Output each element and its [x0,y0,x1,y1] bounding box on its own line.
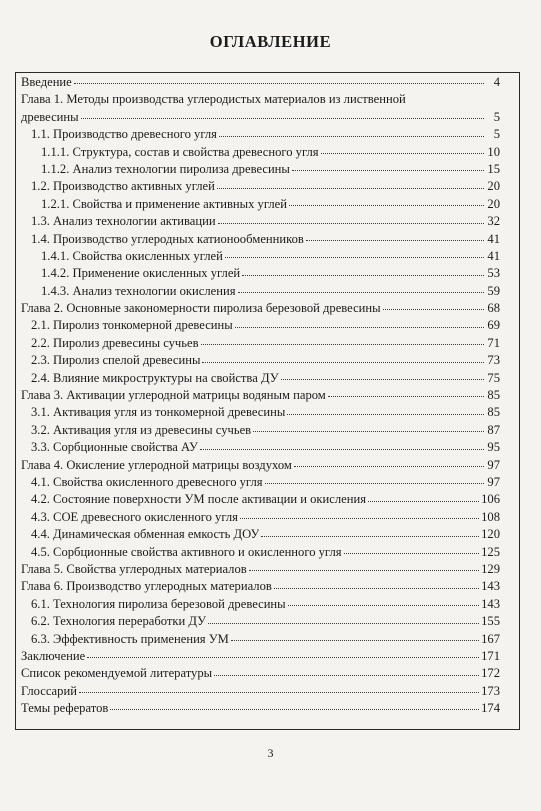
toc-entry [21,648,500,665]
toc-entry-page: 5 [493,109,500,124]
toc-entry-page: 125 [481,544,500,559]
dot-leader [87,657,479,658]
toc-entry-page: 171 [481,648,500,663]
toc-entry [21,178,500,195]
dot-leader [208,623,479,624]
toc-entry-title: 1.2. Производство активных углей [31,179,215,194]
dot-leader [219,136,484,137]
dot-leader [225,257,484,258]
dot-leader [261,536,479,537]
toc-entry-page: 32 [487,214,500,229]
dot-leader [281,379,484,380]
dot-leader [231,640,479,641]
toc-entry [21,544,500,561]
toc-entry-page: 53 [487,266,500,281]
toc-entry-page: 15 [487,161,500,176]
dot-leader [201,344,484,345]
toc-entry-title: 6.1. Технология пиролиза березовой древесины [31,596,286,611]
toc-entry-title: Темы рефератов [21,701,109,716]
dot-leader [321,153,484,154]
toc-entry [21,91,500,108]
dot-leader [344,553,480,554]
toc-entry-title: 2.4. Влияние микроструктуры на свойства ДУ [31,370,279,385]
toc-entry [21,144,500,161]
toc-entry-title: 1.1.2. Анализ технологии пиролиза древесины [41,161,290,176]
toc-entry-title: 1.1. Производство древесного угля [31,127,217,142]
toc-entry [21,404,500,421]
toc-entry [21,213,500,230]
toc-entry-page: 108 [481,509,500,524]
toc-entry-title: 1.4. Производство углеродных катионообменников [31,231,304,246]
toc-entry-page: 106 [481,492,500,507]
toc-entry [21,683,500,700]
dot-leader [240,518,479,519]
toc-entry [21,161,500,178]
dot-leader [294,466,484,467]
toc-entry-page: 87 [487,422,500,437]
toc-entry-page: 59 [487,283,500,298]
dot-leader [306,240,484,241]
dot-leader [368,501,479,502]
toc-entry [21,631,500,648]
toc-entry-title: 1.4.3. Анализ технологии окисления [41,283,236,298]
toc-entry [21,491,500,508]
toc-entry-page: 174 [481,701,500,716]
dot-leader [110,709,479,710]
toc-entry-title: Глоссарий [21,683,77,698]
toc-entry [21,231,500,248]
toc-entry [21,613,500,630]
toc-entry-title: 4.2. Состояние поверхности УМ после активации и окисления [31,492,366,507]
toc-entry-page: 41 [487,231,500,246]
dot-leader [217,188,484,189]
toc-entry-title: 1.4.1. Свойства окисленных углей [41,248,223,263]
toc-entry [21,474,500,491]
toc-entry-page: 5 [493,127,500,142]
toc-entry-title: 2.1. Пиролиз тонкомерной древесины [31,318,233,333]
toc-entry [21,248,500,265]
dot-leader [265,483,484,484]
toc-entry-page: 75 [487,370,500,385]
toc-entry-title: 3.2. Активация угля из древесины сучьев [31,422,252,437]
toc-entry [21,387,500,404]
dot-leader [79,692,479,693]
toc-entry-page: 10 [487,144,500,159]
toc-entry-title: 4.3. СОЕ древесного окисленного угля [31,509,238,524]
toc-entry-title: 1.4.2. Применение окисленных углей [41,266,241,281]
toc-entry-title: 4.5. Сорбционные свойства активного и окисленного угля [31,544,342,559]
toc-entry-title: 3.3. Сорбционные свойства АУ [31,440,198,455]
dot-leader [287,414,484,415]
toc-entry [21,74,500,91]
toc-entry-page: 97 [487,474,500,489]
toc-entry-title: Глава 3. Активации углеродной матрицы водяным паром [21,388,326,403]
toc-entry-page: 73 [487,353,500,368]
dot-leader [202,362,484,363]
toc-entry [21,265,500,282]
toc-entry [21,578,500,595]
toc-entry-page: 95 [487,440,500,455]
dot-leader [274,588,479,589]
toc-entry-page: 85 [487,405,500,420]
dot-leader [74,83,484,84]
dot-leader [383,309,484,310]
toc-entry [21,352,500,369]
toc-entry-title: 2.3. Пиролиз спелой древесины [31,353,201,368]
dot-leader [200,449,484,450]
toc-entry [21,196,500,213]
toc-entry-title: 1.1.1. Структура, состав и свойства древесного угля [41,144,319,159]
toc-entry [21,509,500,526]
toc-entry-page: 167 [481,631,500,646]
toc-entry [21,700,500,717]
page-number: 3 [267,746,274,760]
toc-entry-page: 120 [481,527,500,542]
toc-entry-page: 68 [487,301,500,316]
dot-leader [288,605,479,606]
dot-leader [253,431,484,432]
toc-entry [21,665,500,682]
page-title: ОГЛАВЛЕНИЕ [209,32,332,51]
dot-leader [292,170,484,171]
toc-entry [21,422,500,439]
toc-entry-title: Глава 4. Окисление углеродной матрицы воздухом [21,457,292,472]
toc-entry-page: 71 [487,335,500,350]
toc-entry-title: 2.2. Пиролиз древесины сучьев [31,335,199,350]
toc-entry-title: Заключение [21,648,86,663]
toc-entry [21,370,500,387]
toc-entry-page: 69 [487,318,500,333]
toc-entry [21,109,500,126]
toc-entry-title: Список рекомендуемой литературы [21,666,213,681]
toc-entry [21,126,500,143]
toc-entry-page: 155 [481,614,500,629]
toc-entry [21,526,500,543]
toc-entry-page: 143 [481,579,500,594]
toc-entry [21,596,500,613]
toc-entry-title: 1.3. Анализ технологии активации [31,214,216,229]
toc-entry-page: 129 [481,561,500,576]
toc-entry-page: 143 [481,596,500,611]
dot-leader [242,275,484,276]
toc-entry-page: 172 [481,666,500,681]
toc-entry-title: Глава 6. Производство углеродных материалов [21,579,272,594]
toc-entry-page: 41 [487,248,500,263]
dot-leader [289,205,484,206]
toc-entry-page: 97 [487,457,500,472]
toc-entry-title: 3.1. Активация угля из тонкомерной древесины [31,405,286,420]
toc-entry-page: 20 [487,196,500,211]
toc-entry [21,300,500,317]
toc-entry-title: 4.1. Свойства окисленного древесного угля [31,474,263,489]
toc-entry-title: Глава 5. Свойства углеродных материалов [21,561,247,576]
toc-entry-title: 6.3. Эффективность применения УМ [31,631,229,646]
table-of-contents [21,74,500,717]
dot-leader [238,292,484,293]
dot-leader [235,327,484,328]
toc-entry-title: Глава 2. Основные закономерности пиролиза березовой древесины [21,301,381,316]
toc-entry-page: 20 [487,179,500,194]
toc-entry-title: 4.4. Динамическая обменная емкость ДОУ [31,527,260,542]
toc-entry [21,561,500,578]
toc-entry [21,317,500,334]
toc-entry [21,283,500,300]
toc-entry [21,457,500,474]
toc-entry-title: Введение [21,75,72,89]
toc-entry-page: 173 [481,683,500,698]
dot-leader [218,223,484,224]
toc-entry-title: 1.2.1. Свойства и применение активных углей [41,196,287,211]
dot-leader [249,570,479,571]
dot-leader [81,118,484,119]
dot-leader [328,396,484,397]
toc-entry-page: 85 [487,388,500,403]
toc-entry-title: древесины [21,109,79,124]
toc-entry [21,335,500,352]
toc-entry-page: 4 [493,75,500,89]
toc-entry [21,439,500,456]
dot-leader [214,675,479,676]
toc-entry-title: 6.2. Технология переработки ДУ [31,614,207,629]
toc-entry-title: Глава 1. Методы производства углеродистых материалов из лиственной [21,92,406,107]
